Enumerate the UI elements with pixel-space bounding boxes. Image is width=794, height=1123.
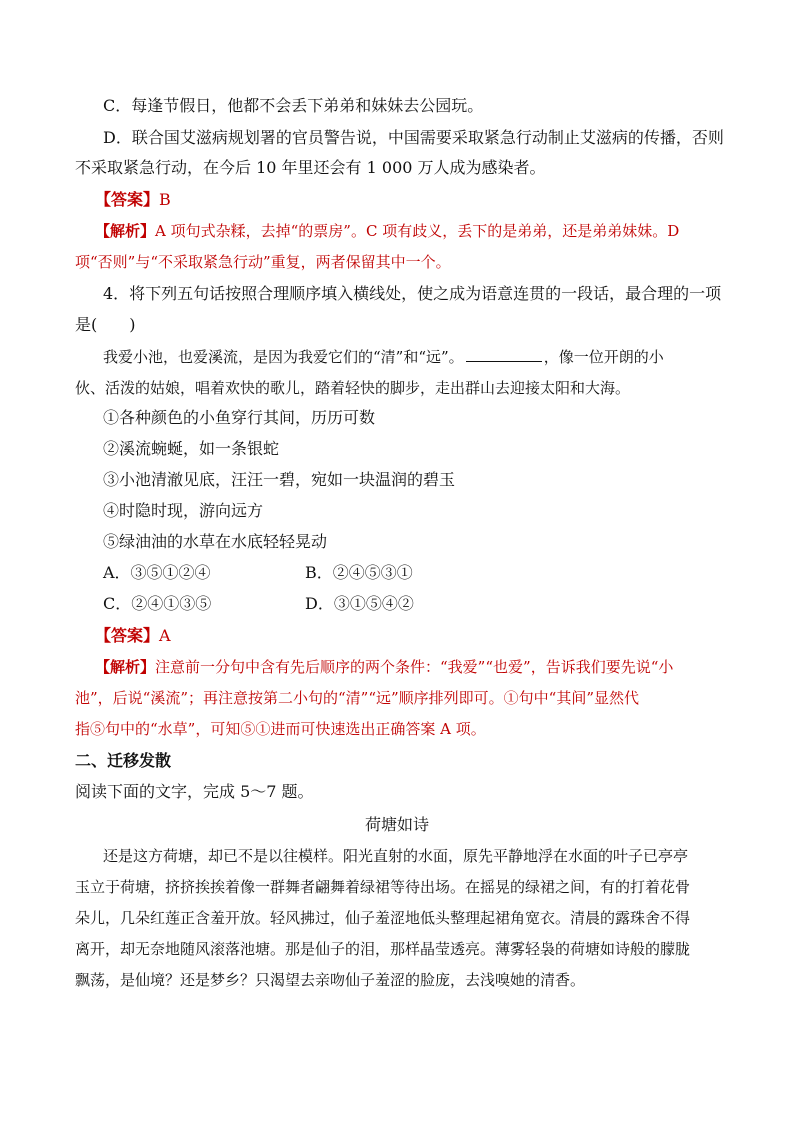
q3-analysis-line2: 项“否则”与“不采取紧急行动”重复，两者保留其中一个。 bbox=[75, 253, 451, 271]
answer-tag: 【答案】 bbox=[95, 190, 160, 209]
article-line-5: 飘荡，是仙境？还是梦乡？只渴望去亲吻仙子羞涩的脸庞，去浅嗅她的清香。 bbox=[75, 971, 586, 989]
q4-item-1: ①各种颜色的小鱼穿行其间，历历可数 bbox=[103, 408, 376, 427]
q4-option-b: B．②④⑤③① bbox=[305, 563, 413, 582]
analysis-tag: 【解析】 bbox=[95, 222, 156, 240]
analysis-text: 注意前一分句中含有先后顺序的两个条件：“我爱”“也爱”，告诉我们要先说“小 bbox=[155, 658, 674, 676]
q4-option-a: A．③⑤①②④ bbox=[103, 563, 211, 582]
q3-analysis-line1 bbox=[95, 221, 679, 241]
section-title: 二、迁移发散 bbox=[75, 751, 172, 770]
q4-passage-line1 bbox=[103, 347, 664, 367]
answer-value: B bbox=[159, 190, 171, 209]
q4-passage-line2: 伙、活泼的姑娘，唱着欢快的歌儿，踏着轻快的脚步，走出群山去迎接太阳和大海。 bbox=[75, 379, 631, 397]
analysis-text: A 项句式杂糅，去掉“的票房”。C 项有歧义，丢下的是弟弟，还是弟弟妹妹。D bbox=[155, 222, 680, 240]
q4-analysis-line2: 池”，后说“溪流”；再注意按第二小句的“清”“远”顺序排列即可。①句中“其间”显然代 bbox=[75, 689, 640, 707]
q4-item-2: ②溪流蜿蜒，如一条银蛇 bbox=[103, 439, 280, 458]
article-line-4: 离开，却无奈地随风滚落池塘。那是仙子的泪，那样晶莹透亮。薄雾轻袅的荷塘如诗般的朦胧 bbox=[75, 940, 691, 958]
passage-text-b: ，像一位开朗的小 bbox=[543, 348, 664, 366]
q4-stem-line2: 是( ) bbox=[75, 315, 136, 334]
passage-text-a: 我爱小池，也爱溪流，是因为我爱它们的“清”和“远”。 bbox=[103, 348, 464, 366]
article-line-3: 朵儿，几朵红莲正含羞开放。轻风拂过，仙子羞涩地低头整理起裙角宽衣。清晨的露珠舍不得 bbox=[75, 909, 691, 927]
fill-blank bbox=[466, 347, 542, 362]
q4-analysis-line1 bbox=[95, 657, 673, 677]
q3-option-c: C．每逢节假日，他都不会丢下弟弟和妹妹去公园玩。 bbox=[103, 96, 484, 115]
q4-item-5: ⑤绿油油的水草在水底轻轻晃动 bbox=[103, 532, 328, 551]
article-line-1: 还是这方荷塘，却已不是以往模样。阳光直射的水面，原先平静地浮在水面的叶子已亭亭 bbox=[103, 847, 689, 865]
q3-option-d-line2: 不采取紧急行动，在今后 10 年里还会有 1 000 万人成为感染者。 bbox=[75, 158, 546, 177]
analysis-tag: 【解析】 bbox=[95, 658, 156, 676]
q4-stem-line1: 4．将下列五句话按照合理顺序填入横线处，使之成为语意连贯的一段话，最合理的一项 bbox=[103, 284, 722, 303]
section-instruction: 阅读下面的文字，完成 5～7 题。 bbox=[75, 782, 314, 801]
q3-answer bbox=[95, 190, 171, 210]
q4-answer bbox=[95, 626, 171, 646]
q3-option-d-line1: D．联合国艾滋病规划署的官员警告说，中国需要采取紧急行动制止艾滋病的传播，否则 bbox=[103, 128, 724, 147]
answer-tag: 【答案】 bbox=[95, 626, 160, 645]
q4-item-4: ④时隐时现，游向远方 bbox=[103, 501, 264, 520]
article-title: 荷塘如诗 bbox=[364, 815, 429, 834]
q4-item-3: ③小池清澈见底，汪汪一碧，宛如一块温润的碧玉 bbox=[103, 470, 456, 489]
article-line-2: 玉立于荷塘，挤挤挨挨着像一群舞者翩舞着绿裙等待出场。在摇晃的绿裙之间，有的打着花骨 bbox=[75, 878, 691, 896]
q4-option-d: D．③①⑤④② bbox=[305, 594, 414, 613]
q4-option-c: C．②④①③⑤ bbox=[103, 594, 212, 613]
q4-analysis-line3: 指⑤句中的“水草”，可知⑤①进而可快速选出正确答案 A 项。 bbox=[75, 720, 486, 738]
answer-value: A bbox=[159, 626, 171, 645]
